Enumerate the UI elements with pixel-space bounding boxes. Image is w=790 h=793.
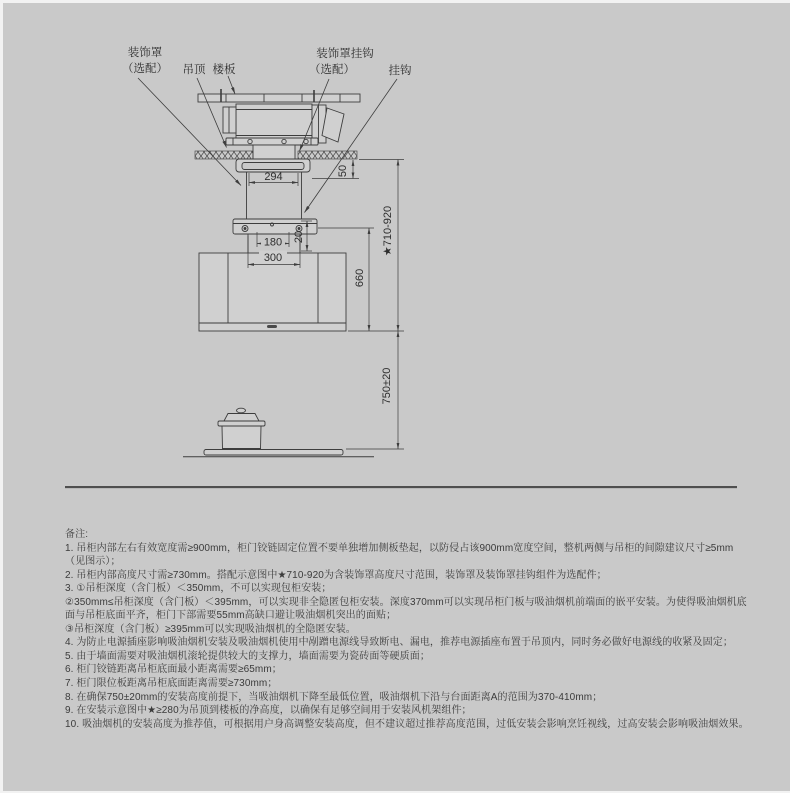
notes-title: 备注: bbox=[65, 529, 89, 540]
installation-diagram bbox=[3, 3, 790, 493]
dim-text-660: 660 bbox=[354, 268, 366, 288]
manual-page bbox=[3, 3, 790, 791]
dim-ceiling-drop bbox=[312, 160, 359, 179]
label-floor-slab: 楼板 bbox=[212, 64, 236, 76]
note-line: 1. 吊柜内部左右有效宽度需≥900mm，柜门铰链固定位置不要单独增加侧板垫起，以防侵占该900mm宽度空间，整机两侧与吊柜的间隙建议尺寸≥5mm bbox=[65, 542, 734, 554]
note-line: 3. ①吊柜深度（含门板）＜350mm，不可以实现包柜安装； bbox=[65, 583, 332, 595]
note-line: 6. 柜门铰链距离吊柜底面最小距离需要≥65mm； bbox=[65, 664, 282, 676]
label-decor-cover-hook-optional: （选配） bbox=[309, 64, 355, 76]
dim-text-180: 180 bbox=[263, 236, 283, 249]
dim-install-height bbox=[346, 331, 404, 449]
label-hook: 挂钩 bbox=[388, 65, 412, 77]
cooking-pot bbox=[218, 408, 265, 449]
dim-text-294: 294 bbox=[264, 171, 283, 183]
label-decor-cover: 装饰罩 bbox=[127, 47, 163, 59]
leader-ceiling bbox=[197, 78, 227, 148]
countertop bbox=[183, 450, 374, 457]
dim-text-20: 20 bbox=[293, 230, 305, 244]
note-line: 5. 由于墙面需要对吸油烟机滚轮提供较大的支撑力，墙面需要为瓷砖面等硬质面； bbox=[65, 650, 430, 662]
dim-text-300: 300 bbox=[263, 252, 283, 264]
dim-text-50: 50 bbox=[337, 164, 349, 178]
floor-slab bbox=[198, 89, 360, 102]
label-decor-cover-hook: 装饰罩挂钩 bbox=[316, 48, 374, 60]
note-line: 8. 在确保750±20mm的安装高度前提下，当吸油烟机下降至最低位置，吸油烟机下沿与台面距离A的范围为370-410mm； bbox=[65, 691, 603, 703]
label-decor-cover-optional: （选配） bbox=[122, 63, 168, 75]
label-ceiling: 吊顶 bbox=[182, 64, 206, 76]
note-line: ③吊柜深度（含门板）≥395mm可以实现吸油烟机的全隐匿安装。 bbox=[65, 623, 356, 635]
note-line: 面与吊柜底面平齐，柜门下部需要55mm高缺口避让吸油烟机突出的面贴； bbox=[65, 610, 397, 622]
note-line: 7. 柜门限位板距离吊柜底面距离需要≥730mm； bbox=[65, 678, 278, 690]
note-line: 2. 吊柜内部高度尺寸需≥730mm。搭配示意图中★710-920为含装饰罩高度尺寸范围，装饰罩及装饰罩挂钩组件为选配件； bbox=[65, 569, 607, 581]
leader-floor-slab bbox=[228, 76, 235, 94]
dim-text-750-20: 750±20 bbox=[381, 367, 393, 405]
dim-cover-height-range bbox=[348, 160, 404, 332]
brand-logo-mark bbox=[267, 325, 277, 328]
dim-text-710-920: ★710-920 bbox=[382, 205, 394, 257]
notes-section bbox=[65, 528, 765, 731]
note-line: 4. 为防止电源插座影响吸油烟机安装及吸油烟机使用中剐蹭电源线导致断电、漏电，推荐电源插座布置于吊顶内，同时务必做好电源线的收紧及固定； bbox=[65, 637, 733, 649]
note-line: 10. 吸油烟机的安装高度为推荐值，可根据用户身高调整安装高度，但不建议超过推荐高度范围，过低安装会影响烹饪视线，过高安装会影响吸油烟效果。 bbox=[65, 718, 749, 730]
note-line: ②350mm≤吊柜深度（含门板）＜395mm，可以实现非全隐匿包柜安装。深度370mm可以实现吊柜门板与吸油烟机前端面的嵌平安装。为使得吸油烟机底 bbox=[65, 596, 747, 608]
note-line: （见图示）； bbox=[65, 556, 121, 568]
section-divider bbox=[65, 486, 737, 489]
note-line: 9. 在安装示意图中★≥280为吊顶到楼板的净高度，以确保有足够空间用于安装风机架组件； bbox=[65, 705, 472, 717]
